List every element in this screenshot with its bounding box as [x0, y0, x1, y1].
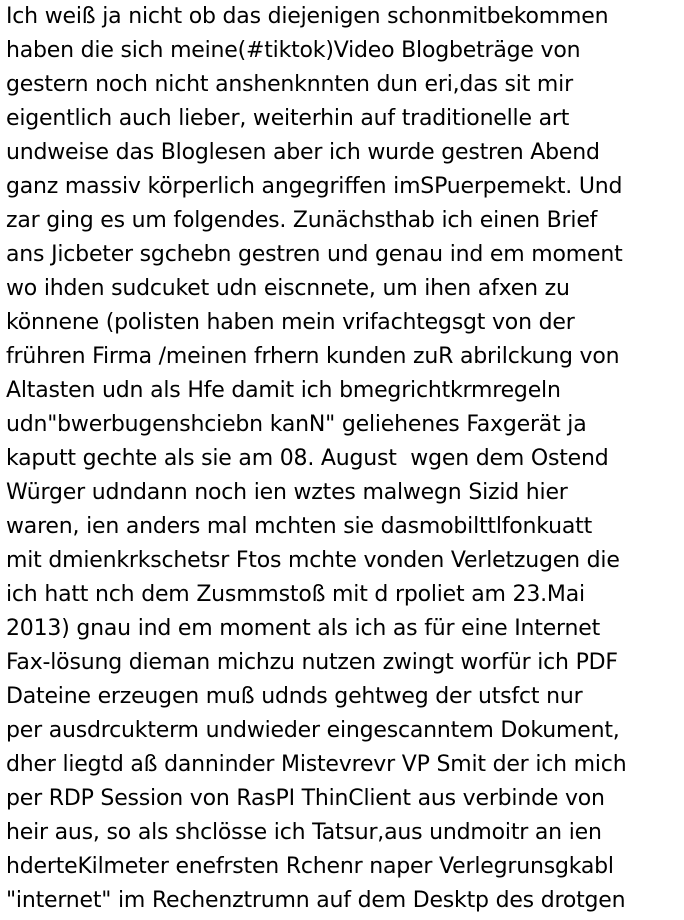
text-line-5: undweise das Bloglesen aber ich wurde gestren Abend	[6, 140, 600, 165]
text-line-21: Dateine erzeugen muß udnds gehtweg der utsfct nur	[6, 684, 583, 709]
text-line-16: waren, ien anders mal mchten sie dasmobilttlfonkuatt	[6, 514, 593, 539]
text-line-20: Fax-lösung dieman michzu nutzen zwingt worfür ich PDF	[6, 650, 618, 675]
text-line-10: könnene (polisten haben mein vrifachtegsgt von der	[6, 310, 575, 335]
text-line-8: ans Jicbeter sgchebn gestren und genau ind em moment	[6, 242, 623, 267]
text-line-1: Ich weiß ja nicht ob das diejenigen schonmitbekommen	[6, 4, 609, 29]
text-line-23: dher liegtd aß danninder Mistevrevr VP Smit der ich mich	[6, 752, 627, 777]
text-line-15: Würger udndann noch ien wztes malwegn Sizid hier	[6, 480, 568, 505]
text-line-25: heir aus, so als shclösse ich Tatsur,aus undmoitr an ien	[6, 820, 602, 845]
text-line-27: "internet" im Rechenztrumn auf dem Desktp des drotgen	[6, 888, 626, 913]
text-line-4: eigentlich auch lieber, weiterhin auf traditionelle art	[6, 106, 570, 131]
text-line-17: mit dmienkrkschetsr Ftos mchte vonden Verletzugen die	[6, 548, 620, 573]
text-line-22: per ausdrcukterm undwieder eingescanntem Dokument,	[6, 718, 620, 743]
text-line-9: wo ihden sudcuket udn eiscnnete, um ihen afxen zu	[6, 276, 570, 301]
text-line-13: udn"bwerbugenshciebn kanN" geliehenes Faxgerät ja	[6, 412, 587, 437]
document-text-block	[6, 0, 684, 918]
text-line-12: Altasten udn als Hfe damit ich bmegrichtkrmregeln	[6, 378, 561, 403]
text-line-7: zar ging es um folgendes. Zunächsthab ich einen Brief	[6, 208, 598, 233]
text-line-11: frühren Firma /meinen frhern kunden zuR abrilckung von	[6, 344, 620, 369]
text-line-18: ich hatt nch dem Zusmmstoß mit d rpoliet am 23.Mai	[6, 582, 585, 607]
text-line-26: hderteKilmeter enefrsten Rchenr naper Verlegrunsgkabl	[6, 854, 614, 879]
text-line-19: 2013) gnau ind em moment als ich as für eine Internet	[6, 616, 601, 641]
text-line-24: per RDP Session von RasPI ThinClient aus verbinde von	[6, 786, 605, 811]
text-line-2: haben die sich meine(#tiktok)Video Blogbeträge von	[6, 38, 581, 63]
text-line-6: ganz massiv körperlich angegriffen imSPuerpemekt. Und	[6, 174, 623, 199]
text-line-3: gestern noch nicht anshenknnten dun eri,das sit mir	[6, 72, 573, 97]
text-line-14: kaputt gechte als sie am 08. August wgen dem Ostend	[6, 446, 609, 471]
